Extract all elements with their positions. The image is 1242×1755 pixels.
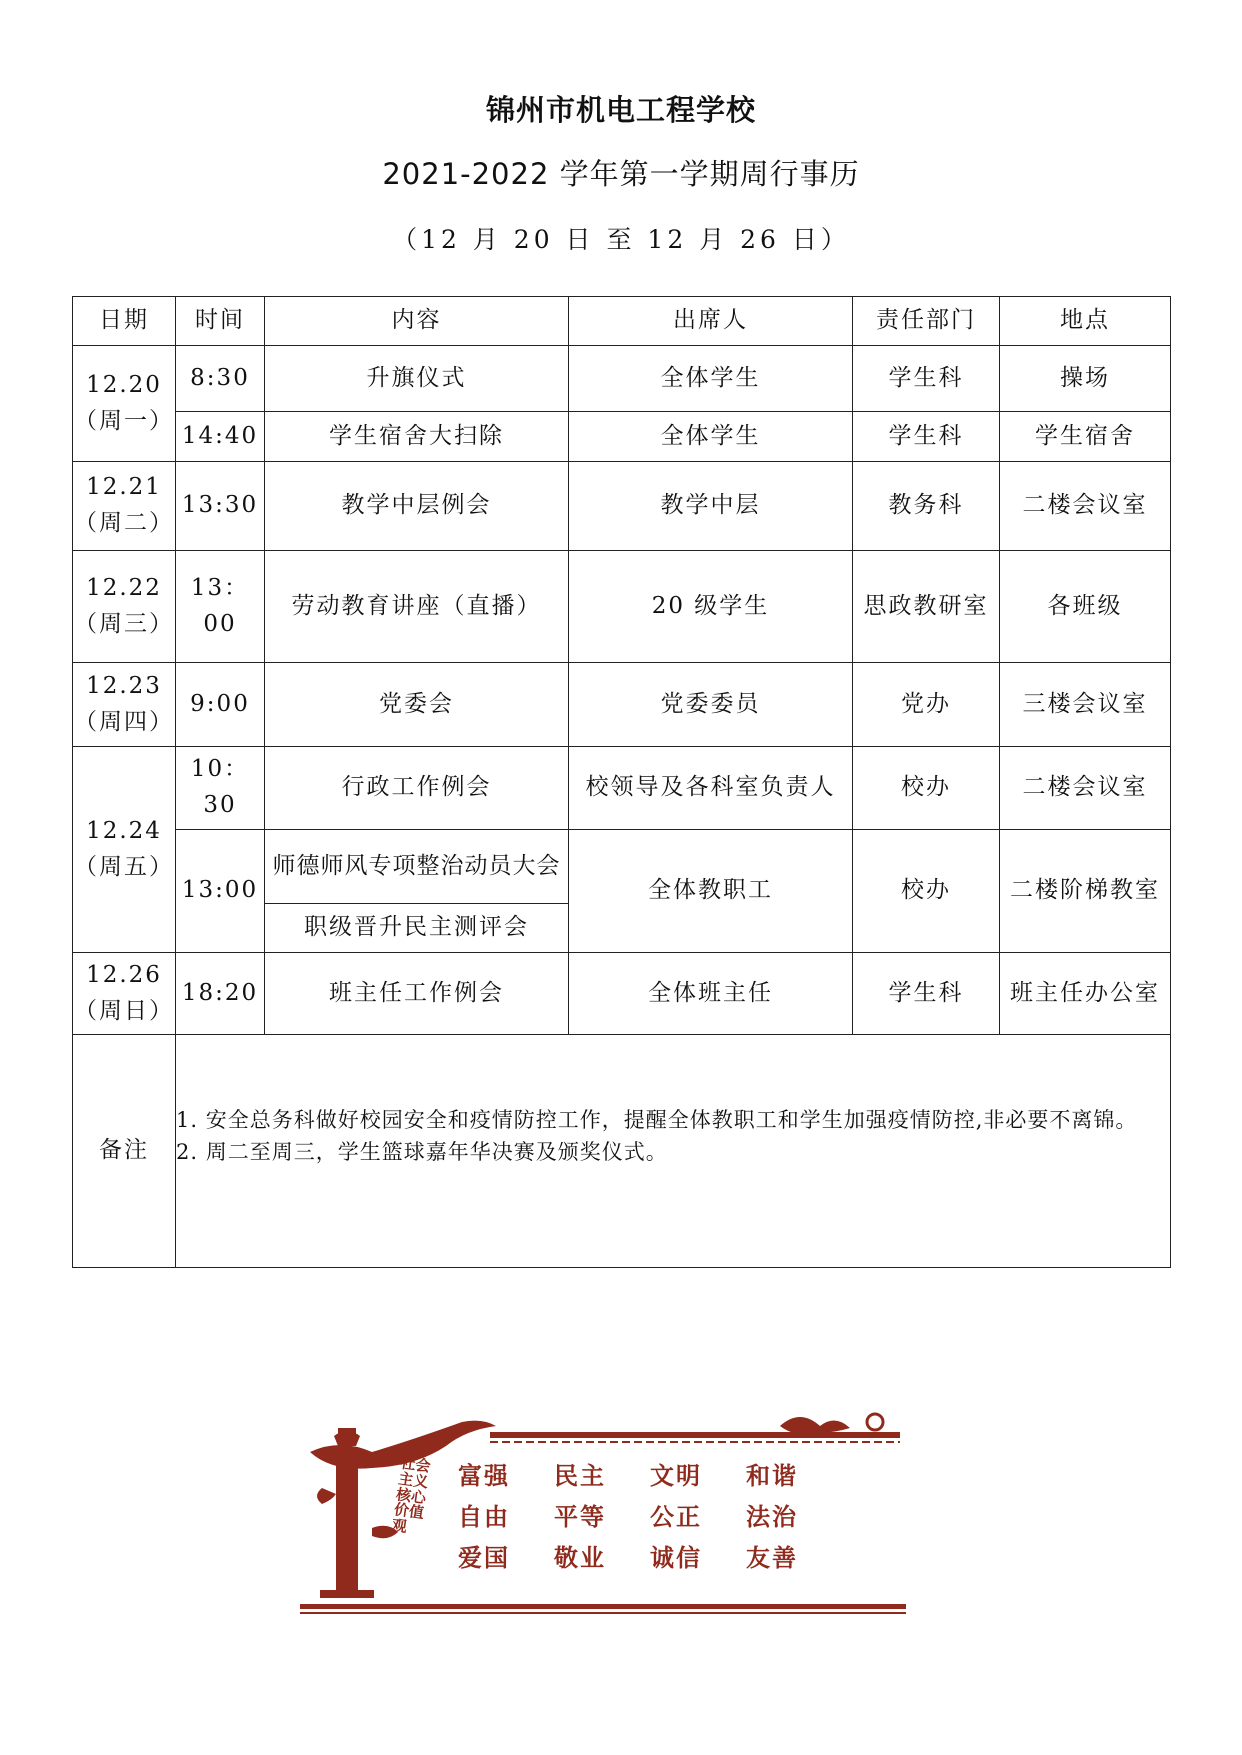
header-attendees: 出席人 xyxy=(569,297,853,346)
date-value: 12.26 xyxy=(86,961,162,988)
value-wenming: 文明 xyxy=(650,1462,702,1490)
note-item-1: 1. 安全总务科做好校园安全和疫情防控工作，提醒全体教职工和学生加强疫情防控,非必要不离锦。 xyxy=(176,1108,1138,1132)
weekly-schedule-table xyxy=(72,296,1171,1268)
time-cell: 13:00 xyxy=(176,830,265,953)
date-value: 12.23 xyxy=(86,672,162,699)
school-name: 锦州市机电工程学校 xyxy=(485,93,756,127)
calendar-title: 2021-2022 学年第一学期周行事历 xyxy=(382,157,860,191)
value-youshan: 友善 xyxy=(746,1544,798,1572)
header-department: 责任部门 xyxy=(853,297,1000,346)
attendees-cell: 党委委员 xyxy=(569,663,853,747)
location-cell: 三楼会议室 xyxy=(1000,663,1171,747)
weekday-value: （周日） xyxy=(74,997,174,1024)
department-cell: 党办 xyxy=(853,663,1000,747)
time-cell: 14:40 xyxy=(176,412,265,462)
time-cell: 8:30 xyxy=(176,346,265,412)
date-value: 12.24 xyxy=(86,817,162,844)
location-cell: 学生宿舍 xyxy=(1000,412,1171,462)
value-jingye: 敬业 xyxy=(554,1544,606,1572)
table-row xyxy=(73,830,1171,904)
notes-content xyxy=(176,1035,1171,1268)
value-fuqiang: 富强 xyxy=(458,1462,510,1490)
date-cell xyxy=(73,663,176,747)
department-cell: 校办 xyxy=(853,747,1000,830)
location-cell: 操场 xyxy=(1000,346,1171,412)
location-cell: 二楼会议室 xyxy=(1000,462,1171,551)
date-value: 12.20 xyxy=(86,371,162,398)
value-aiguo: 爱国 xyxy=(458,1544,510,1572)
weekday-value: （周五） xyxy=(74,853,174,880)
value-chengxin: 诚信 xyxy=(650,1544,702,1572)
core-values-vertical-text: 社会主义核心价值观 xyxy=(390,1453,432,1536)
content-cell: 行政工作例会 xyxy=(265,747,569,830)
time-cell: 13:30 xyxy=(176,462,265,551)
value-ziyou: 自由 xyxy=(458,1503,510,1531)
time-cell: 10：30 xyxy=(176,747,265,830)
date-value: 12.22 xyxy=(86,574,162,601)
weekday-value: （周三） xyxy=(74,610,174,637)
table-row xyxy=(73,551,1171,663)
attendees-cell: 教学中层 xyxy=(569,462,853,551)
header-content: 内容 xyxy=(265,297,569,346)
table-header-row xyxy=(73,297,1171,346)
header-location: 地点 xyxy=(1000,297,1171,346)
content-cell: 党委会 xyxy=(265,663,569,747)
content-cell: 学生宿舍大扫除 xyxy=(265,412,569,462)
content-cell: 班主任工作例会 xyxy=(265,953,569,1035)
department-cell: 思政教研室 xyxy=(853,551,1000,663)
value-gongzheng: 公正 xyxy=(650,1503,702,1531)
location-cell: 二楼阶梯教室 xyxy=(1000,830,1171,953)
header-date: 日期 xyxy=(73,297,176,346)
attendees-cell: 全体教职工 xyxy=(569,830,853,953)
department-cell: 校办 xyxy=(853,830,1000,953)
content-cell: 师德师风专项整治动员大会 xyxy=(265,830,569,904)
date-value: 12.21 xyxy=(86,474,162,501)
attendees-cell: 全体学生 xyxy=(569,346,853,412)
content-cell: 劳动教育讲座（直播） xyxy=(265,551,569,663)
table-row xyxy=(73,462,1171,551)
notes-label: 备注 xyxy=(73,1035,176,1268)
department-cell: 教务科 xyxy=(853,462,1000,551)
attendees-cell: 20 级学生 xyxy=(569,551,853,663)
location-cell: 班主任办公室 xyxy=(1000,953,1171,1035)
attendees-cell: 全体学生 xyxy=(569,412,853,462)
attendees-cell: 校领导及各科室负责人 xyxy=(569,747,853,830)
table-row xyxy=(73,663,1171,747)
header-time: 时间 xyxy=(176,297,265,346)
content-cell: 升旗仪式 xyxy=(265,346,569,412)
location-cell: 二楼会议室 xyxy=(1000,747,1171,830)
department-cell: 学生科 xyxy=(853,346,1000,412)
value-pingdeng: 平等 xyxy=(554,1503,606,1531)
table-row xyxy=(73,346,1171,412)
date-cell xyxy=(73,953,176,1035)
value-fazhi: 法治 xyxy=(746,1503,798,1531)
weekday-value: （周四） xyxy=(74,708,174,735)
date-cell xyxy=(73,346,176,462)
date-cell xyxy=(73,462,176,551)
table-row xyxy=(73,412,1171,462)
department-cell: 学生科 xyxy=(853,953,1000,1035)
weekday-value: （周一） xyxy=(74,407,174,434)
content-cell: 教学中层例会 xyxy=(265,462,569,551)
core-values-emblem xyxy=(300,1408,906,1618)
date-cell xyxy=(73,747,176,953)
note-item-2: 2. 周二至周三，学生篮球嘉年华决赛及颁奖仪式。 xyxy=(176,1139,668,1164)
attendees-cell: 全体班主任 xyxy=(569,953,853,1035)
table-row xyxy=(73,953,1171,1035)
time-cell: 13：00 xyxy=(176,551,265,663)
date-range: （12 月 20 日 至 12 月 26 日） xyxy=(392,225,850,254)
date-cell xyxy=(73,551,176,663)
table-row xyxy=(73,747,1171,830)
value-minzhu: 民主 xyxy=(554,1462,606,1490)
value-hexie: 和谐 xyxy=(746,1462,798,1490)
notes-row xyxy=(73,1035,1171,1268)
location-cell: 各班级 xyxy=(1000,551,1171,663)
time-cell: 18:20 xyxy=(176,953,265,1035)
department-cell: 学生科 xyxy=(853,412,1000,462)
weekday-value: （周二） xyxy=(74,510,174,536)
content-cell: 职级晋升民主测评会 xyxy=(265,904,569,953)
time-cell: 9:00 xyxy=(176,663,265,747)
